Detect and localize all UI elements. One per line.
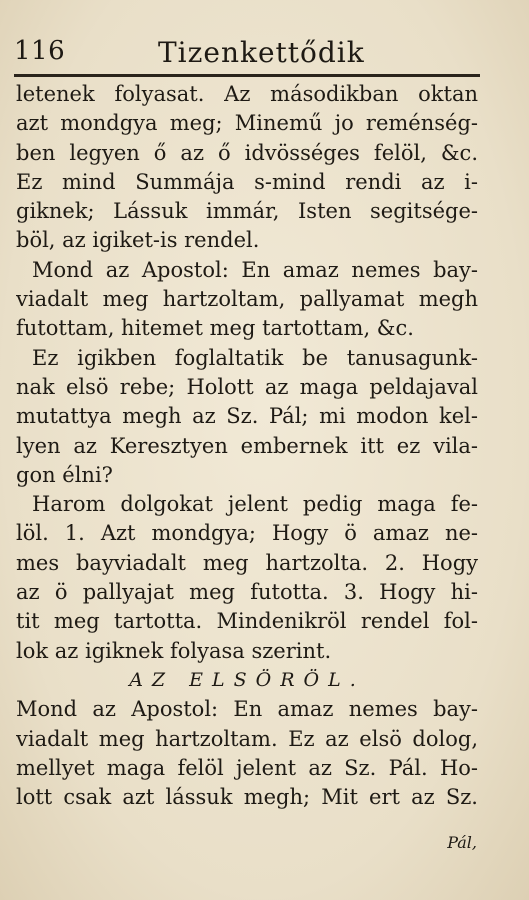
running-head: Tizenkettődik bbox=[158, 36, 365, 69]
text-line-18: az ö pallyajat meg futotta. 3. Hogy hi- bbox=[16, 580, 478, 605]
text-line-9: futottam, hitemet meg tartottam, &c. bbox=[16, 316, 414, 341]
header-rule bbox=[14, 74, 480, 77]
page-number: 116 bbox=[14, 36, 66, 66]
text-line-15: Harom dolgokat jelent pedig maga fe- bbox=[32, 492, 478, 517]
text-line-13: lyen az Keresztyen embernek itt ez vila- bbox=[16, 433, 478, 458]
text-line-17: mes bayviadalt meg hartzolta. 2. Hogy bbox=[16, 550, 478, 575]
text-line-23: viadalt meg hartzoltam. Ez az elsö dolog, bbox=[16, 726, 478, 751]
text-line-1: letenek folyasat. Az másodikban oktan bbox=[16, 82, 478, 106]
text-line-24: mellyet maga felöl jelent az Sz. Pál. Ho- bbox=[16, 755, 478, 780]
text-line-6: böl, az igiket-is rendel. bbox=[16, 228, 260, 253]
text-line-22: Mond az Apostol: En amaz nemes bay- bbox=[16, 697, 478, 722]
text-line-20: lok az igiknek folyasa szerint. bbox=[16, 638, 332, 663]
catchword: Pál, bbox=[447, 833, 477, 852]
text-line-5: giknek; Lássuk immár, Isten segitsége- bbox=[16, 199, 478, 224]
body-text bbox=[16, 80, 478, 812]
section-heading: AZ ELSÖRÖL. bbox=[129, 668, 365, 691]
text-line-16: löl. 1. Azt mondgya; Hogy ö amaz ne- bbox=[16, 521, 478, 546]
text-line-4: Ez mind Summája s-mind rendi az i- bbox=[16, 169, 478, 194]
text-line-8: viadalt meg hartzoltam, pallyamat megh bbox=[16, 287, 478, 312]
text-line-19: tit meg tartotta. Mindenikröl rendel fol- bbox=[16, 609, 478, 634]
text-line-7: Mond az Apostol: En amaz nemes bay- bbox=[32, 257, 478, 282]
text-line-12: mutattya megh az Sz. Pál; mi modon kel- bbox=[16, 404, 478, 429]
text-line-14: gon élni? bbox=[16, 462, 113, 487]
text-line-25: lott csak azt lássuk megh; Mit ert az Sz. bbox=[16, 785, 478, 810]
text-line-10: Ez igikben foglaltatik be tanusagunk- bbox=[32, 345, 478, 370]
text-line-2: azt mondgya meg; Minemű jo reménség- bbox=[16, 111, 478, 136]
text-line-11: nak elsö rebe; Holott az maga peldajaval bbox=[16, 374, 478, 399]
text-line-3: ben legyen ő az ő idvösséges felöl, &c. bbox=[16, 140, 478, 165]
page-header bbox=[14, 36, 480, 72]
